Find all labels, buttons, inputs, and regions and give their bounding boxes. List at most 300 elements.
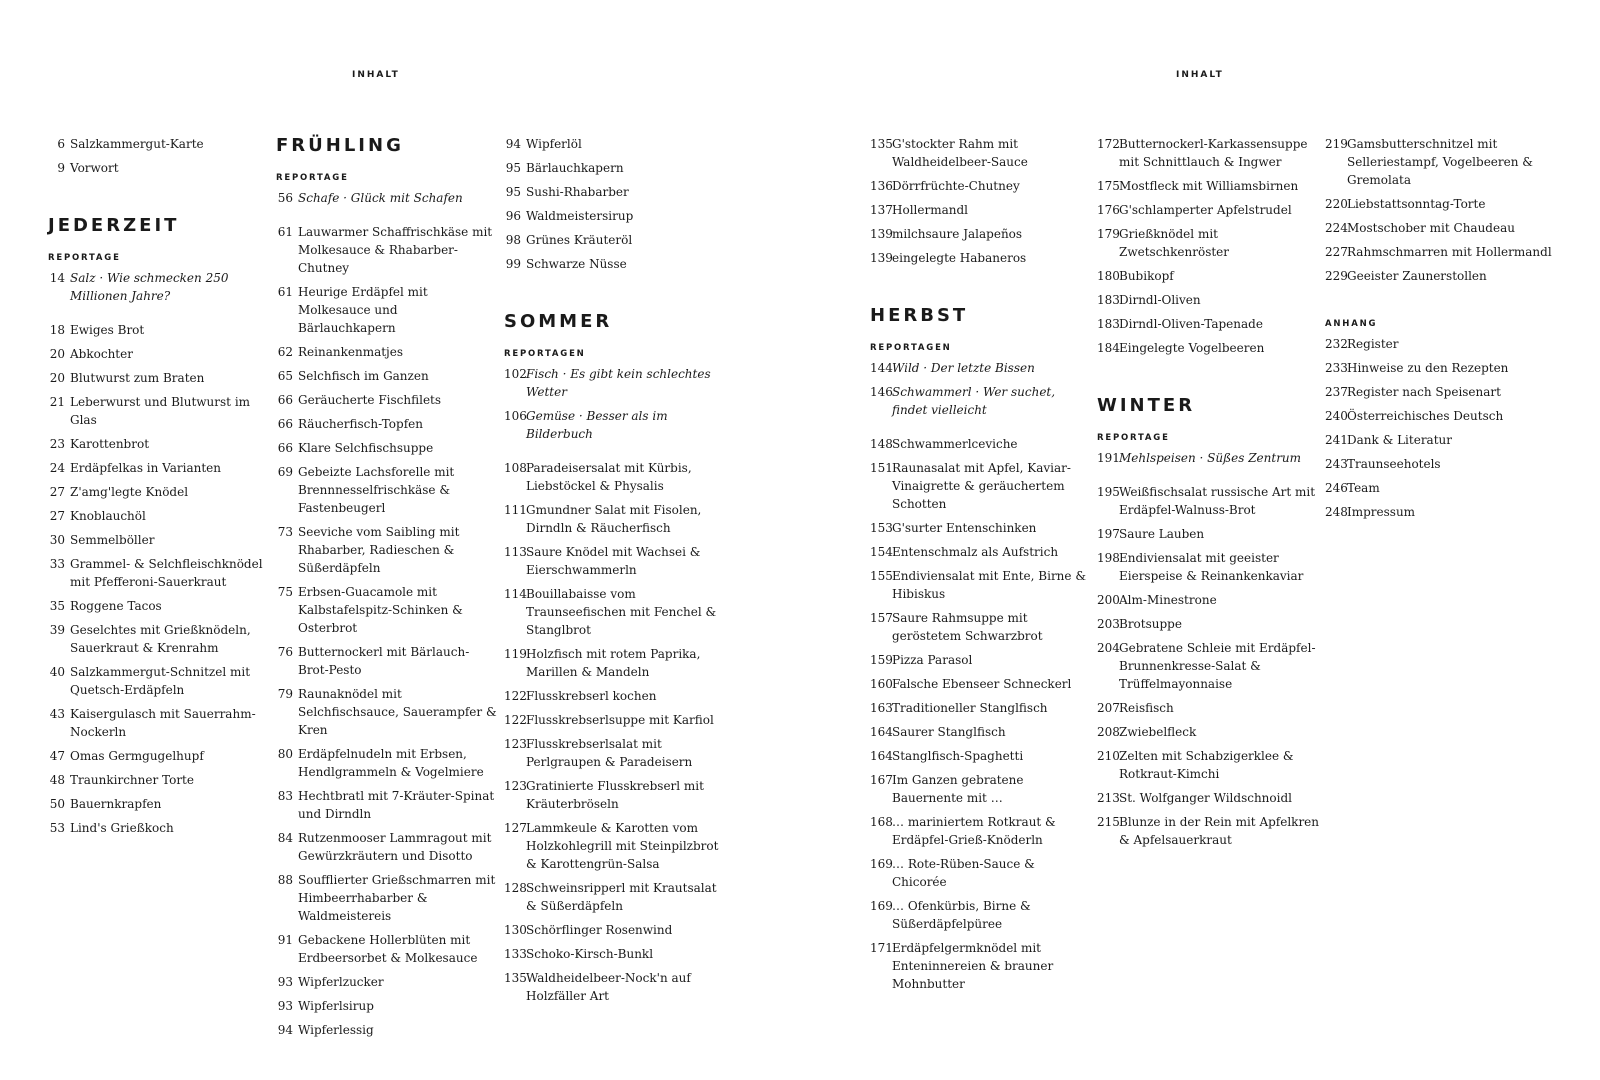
toc-entry <box>1325 335 1575 353</box>
toc-entry <box>504 945 726 963</box>
toc-entry <box>276 643 498 679</box>
page-number: 61 <box>277 285 293 299</box>
entry-title: St. Wolfganger Wildschnoidl <box>1119 791 1292 805</box>
toc-entry <box>504 543 726 579</box>
entry-title: Zelten mit Schabzigerklee & Rotkraut-Kimchi <box>1119 749 1294 781</box>
entry-title: Falsche Ebenseer Schneckerl <box>892 677 1072 691</box>
toc-entry <box>870 651 1092 669</box>
toc-entry <box>1325 359 1575 377</box>
toc-entry <box>504 255 726 273</box>
entry-title: Bubikopf <box>1119 269 1174 283</box>
entry-title: Register nach Speisenart <box>1347 385 1501 399</box>
toc-entry <box>504 777 726 813</box>
page-number: 66 <box>277 417 293 431</box>
entry-title: Klare Selchfischsuppe <box>298 441 434 455</box>
toc-entry <box>276 583 498 637</box>
recipe-list-top <box>1097 135 1319 357</box>
page-number: 119 <box>504 647 527 661</box>
entry-title: Lind's Grießkoch <box>70 821 174 835</box>
entry-title: Endiviensalat mit geeister Eierspeise & Reinankenkaviar <box>1119 551 1304 583</box>
page-number: 167 <box>870 773 893 787</box>
page-number: 179 <box>1097 227 1120 241</box>
toc-entry <box>1097 813 1319 849</box>
page-number: 207 <box>1097 701 1120 715</box>
page-number: 248 <box>1325 505 1348 519</box>
page-number: 18 <box>49 323 65 337</box>
page-number: 27 <box>49 485 65 499</box>
entry-title: Knoblauchöl <box>70 509 146 523</box>
page-number: 61 <box>277 225 293 239</box>
toc-entry <box>1097 483 1319 519</box>
entry-title: Register <box>1347 337 1399 351</box>
recipe-list <box>870 435 1092 993</box>
entry-title: Hinweise zu den Rezepten <box>1347 361 1509 375</box>
reportage-label: REPORTAGEN <box>870 343 952 353</box>
entry-title: Wipferlöl <box>526 137 582 151</box>
page-number: 6 <box>57 137 65 151</box>
recipe-list-top <box>504 135 726 273</box>
page-number: 114 <box>504 587 527 601</box>
page-number: 151 <box>870 461 893 475</box>
entry-title: Flusskrebserl kochen <box>526 689 657 703</box>
toc-entry <box>276 829 498 865</box>
toc-entry <box>870 771 1092 807</box>
page-number: 164 <box>870 749 893 763</box>
page-number: 94 <box>277 1023 293 1037</box>
toc-entry <box>870 747 1092 765</box>
page-number: 210 <box>1097 749 1120 763</box>
entry-title: Z'amg'legte Knödel <box>70 485 189 499</box>
toc-entry <box>48 459 270 477</box>
page-number: 229 <box>1325 269 1348 283</box>
toc-entry <box>870 435 1092 453</box>
page-number: 184 <box>1097 341 1120 355</box>
toc-entry <box>48 321 270 339</box>
toc-entry <box>1097 315 1319 333</box>
page-number: 73 <box>277 525 293 539</box>
toc-entry <box>48 771 270 789</box>
toc-entry <box>870 225 1092 243</box>
toc-entry <box>870 201 1092 219</box>
page-number: 108 <box>504 461 527 475</box>
section-title-herbst: HERBST <box>870 305 969 326</box>
toc-entry <box>48 663 270 699</box>
toc-entry <box>48 507 270 525</box>
page-number: 66 <box>277 441 293 455</box>
entry-title: Reinankenmatjes <box>298 345 404 359</box>
page-number: 191 <box>1097 451 1120 465</box>
entry-title: Traunseehotels <box>1347 457 1441 471</box>
reportage-entry <box>870 359 1092 377</box>
page-number: 135 <box>870 137 893 151</box>
entry-title: … Rote-Rüben-Sauce & Chicorée <box>892 857 1035 889</box>
toc-column-2 <box>276 135 498 1045</box>
toc-entry <box>48 483 270 501</box>
toc-column-4 <box>870 135 1092 999</box>
recipe-list <box>1097 483 1319 849</box>
toc-entry <box>48 555 270 591</box>
section-title-sommer: SOMMER <box>504 311 613 332</box>
toc-entry <box>1325 503 1575 521</box>
entry-title: Gmundner Salat mit Fisolen, Dirndln & Räucherfisch <box>526 503 702 535</box>
page-number: 180 <box>1097 269 1120 283</box>
entry-title: Österreichisches Deutsch <box>1347 409 1504 423</box>
toc-entry <box>870 897 1092 933</box>
reportage-list <box>48 269 270 305</box>
toc-entry <box>276 415 498 433</box>
toc-entry <box>1325 383 1575 401</box>
toc-entry <box>504 711 726 729</box>
page-number: 14 <box>49 271 65 285</box>
entry-title: Grünes Kräuteröl <box>526 233 633 247</box>
reportage-list <box>870 359 1092 419</box>
toc-entry <box>1097 201 1319 219</box>
page-number: 130 <box>504 923 527 937</box>
page-number: 128 <box>504 881 527 895</box>
page-number: 160 <box>870 677 893 691</box>
reportage-entry <box>276 189 498 207</box>
page-number: 195 <box>1097 485 1120 499</box>
entry-title: Lauwarmer Schaffrischkäse mit Molkesauce & Rhabarber-Chutney <box>298 225 493 275</box>
toc-entry <box>1097 723 1319 741</box>
entry-title: Schwammerlceviche <box>892 437 1018 451</box>
page-number: 30 <box>49 533 65 547</box>
toc-column-5 <box>1097 135 1319 855</box>
page-number: 183 <box>1097 293 1120 307</box>
entry-title: Reisfisch <box>1119 701 1174 715</box>
page-number: 50 <box>49 797 65 811</box>
page-number: 123 <box>504 779 527 793</box>
page-number: 62 <box>277 345 293 359</box>
reportage-list <box>504 365 726 443</box>
toc-entry <box>870 519 1092 537</box>
page-number: 148 <box>870 437 893 451</box>
page-number: 88 <box>277 873 293 887</box>
entry-title: Fisch · Es gibt kein schlechtes Wetter <box>526 367 711 399</box>
page-number: 93 <box>277 975 293 989</box>
page-number: 240 <box>1325 409 1348 423</box>
toc-entry <box>504 183 726 201</box>
page-number: 21 <box>49 395 65 409</box>
entry-title: Salzkammergut-Schnitzel mit Quetsch-Erdäpfeln <box>70 665 251 697</box>
entry-title: Geräucherte Fischfilets <box>298 393 442 407</box>
entry-title: Heurige Erdäpfel mit Molkesauce und Bärlauchkapern <box>298 285 428 335</box>
page-number: 208 <box>1097 725 1120 739</box>
toc-entry <box>276 787 498 823</box>
entry-title: Waldheidelbeer-Nock'n auf Holzfäller Art <box>526 971 691 1003</box>
page-number: 203 <box>1097 617 1120 631</box>
toc-column-6 <box>1325 135 1575 527</box>
entry-title: Gemüse · Besser als im Bilderbuch <box>526 409 668 441</box>
entry-title: Schwammerl · Wer suchet, findet vielleicht <box>892 385 1056 417</box>
entry-title: Flusskrebserlsalat mit Perlgraupen & Paradeisern <box>526 737 693 769</box>
entry-title: Alm-Minestrone <box>1119 593 1217 607</box>
page-number: 106 <box>504 409 527 423</box>
entry-title: Pizza Parasol <box>892 653 973 667</box>
entry-title: Holzfisch mit rotem Paprika, Marillen & Mandeln <box>526 647 701 679</box>
page-number: 113 <box>504 545 527 559</box>
toc-entry <box>48 621 270 657</box>
page-number: 95 <box>505 185 521 199</box>
toc-entry <box>870 609 1092 645</box>
page-number: 163 <box>870 701 893 715</box>
recipe-list-top <box>1325 135 1575 285</box>
page-number: 122 <box>504 713 527 727</box>
entry-title: Gebackene Hollerblüten mit Erdbeersorbet & Molkesauce <box>298 933 478 965</box>
entry-title: Rutzenmooser Lammragout mit Gewürzkräutern und Disotto <box>298 831 492 863</box>
entry-title: … mariniertem Rotkraut & Erdäpfel-Grieß-Knöderln <box>892 815 1056 847</box>
entry-title: Geselchtes mit Grießknödeln, Sauerkraut & Krenrahm <box>70 623 251 655</box>
toc-entry <box>870 459 1092 513</box>
page-number: 47 <box>49 749 65 763</box>
toc-entry <box>276 439 498 457</box>
page-number: 154 <box>870 545 893 559</box>
toc-entry <box>1325 479 1575 497</box>
entry-title: Erdäpfelnudeln mit Erbsen, Hendlgrammeln & Vogelmiere <box>298 747 484 779</box>
intro-list <box>48 135 270 177</box>
entry-title: Schörflinger Rosenwind <box>526 923 673 937</box>
page-number: 176 <box>1097 203 1120 217</box>
toc-entry <box>1097 135 1319 171</box>
entry-title: Traunkirchner Torte <box>70 773 194 787</box>
page-number: 53 <box>49 821 65 835</box>
toc-entry <box>276 283 498 337</box>
entry-title: Zwiebelfleck <box>1119 725 1197 739</box>
entry-title: Dank & Literatur <box>1347 433 1452 447</box>
entry-title: Saure Knödel mit Wachsei & Eierschwammerln <box>526 545 701 577</box>
toc-entry <box>870 855 1092 891</box>
entry-title: Impressum <box>1347 505 1416 519</box>
entry-title: Grammel- & Selchfleischknödel mit Pfefferoni-Sauerkraut <box>70 557 263 589</box>
entry-title: Seeviche vom Saibling mit Rhabarber, Radieschen & Süßerdäpfeln <box>298 525 460 575</box>
anhang-label: ANHANG <box>1325 319 1378 329</box>
page-number: 20 <box>49 347 65 361</box>
reportage-entry <box>504 365 726 401</box>
toc-entry <box>48 795 270 813</box>
entry-title: Grießknödel mit Zwetschkenröster <box>1119 227 1230 259</box>
page-number: 146 <box>870 385 893 399</box>
page-number: 169 <box>870 857 893 871</box>
entry-title: Erdäpfelkas in Varianten <box>70 461 222 475</box>
toc-entry <box>1325 431 1575 449</box>
entry-title: Paradeisersalat mit Kürbis, Liebstöckel & Physalis <box>526 461 692 493</box>
toc-entry <box>276 685 498 739</box>
entry-title: Brotsuppe <box>1119 617 1182 631</box>
toc-entry <box>276 463 498 517</box>
entry-title: eingelegte Habaneros <box>892 251 1027 265</box>
entry-title: milchsaure Jalapeños <box>892 227 1023 241</box>
toc-entry <box>48 705 270 741</box>
page-number: 215 <box>1097 815 1120 829</box>
entry-title: Weißfischsalat russische Art mit Erdäpfel-Walnuss-Brot <box>1119 485 1316 517</box>
toc-entry <box>870 567 1092 603</box>
page-number: 24 <box>49 461 65 475</box>
entry-title: Salzkammergut-Karte <box>70 137 204 151</box>
page-number: 48 <box>49 773 65 787</box>
entry-title: Gebeizte Lachsforelle mit Brennnesselfrischkäse & Fastenbeugerl <box>298 465 455 515</box>
entry-title: Stanglfisch-Spaghetti <box>892 749 1024 763</box>
toc-entry <box>504 645 726 681</box>
entry-title: Roggene Tacos <box>70 599 162 613</box>
page-number: 9 <box>57 161 65 175</box>
page-number: 80 <box>277 747 293 761</box>
page-number: 220 <box>1325 197 1348 211</box>
page-number: 76 <box>277 645 293 659</box>
toc-column-1 <box>48 135 270 843</box>
toc-entry <box>504 687 726 705</box>
entry-title: Blunze in der Rein mit Apfelkren & Apfelsauerkraut <box>1119 815 1320 847</box>
page-number: 243 <box>1325 457 1348 471</box>
toc-entry <box>1097 699 1319 717</box>
toc-entry <box>870 177 1092 195</box>
entry-title: Karottenbrot <box>70 437 150 451</box>
entry-title: Gebratene Schleie mit Erdäpfel-Brunnenkresse-Salat & Trüffelmayonnaise <box>1119 641 1316 691</box>
entry-title: Butternockerl mit Bärlauch-Brot-Pesto <box>298 645 470 677</box>
page-number: 157 <box>870 611 893 625</box>
entry-title: Butternockerl-Karkassensuppe mit Schnittlauch & Ingwer <box>1119 137 1308 169</box>
toc-entry <box>504 879 726 915</box>
toc-entry <box>276 997 498 1015</box>
entry-title: Flusskrebserlsuppe mit Karfiol <box>526 713 714 727</box>
toc-column-3 <box>504 135 726 1011</box>
entry-title: Hollermandl <box>892 203 968 217</box>
right-page-header: INHALT <box>1176 70 1224 80</box>
entry-title: Geeister Zaunerstollen <box>1347 269 1487 283</box>
reportage-label: REPORTAGE <box>48 253 121 263</box>
entry-title: Saure Rahmsuppe mit geröstetem Schwarzbrot <box>892 611 1043 643</box>
page-number: 233 <box>1325 361 1348 375</box>
toc-entry <box>1097 225 1319 261</box>
toc-entry <box>1325 243 1575 261</box>
entry-title: Team <box>1347 481 1380 495</box>
entry-title: Bärlauchkapern <box>526 161 624 175</box>
reportage-entry <box>504 407 726 443</box>
page-number: 159 <box>870 653 893 667</box>
section-title-jederzeit: JEDERZEIT <box>48 215 180 236</box>
page-number: 219 <box>1325 137 1348 151</box>
entry-title: Gratinierte Flusskrebserl mit Kräuterbröseln <box>526 779 704 811</box>
toc-entry <box>1325 219 1575 237</box>
entry-title: Abkochter <box>70 347 133 361</box>
page-number: 83 <box>277 789 293 803</box>
reportage-list <box>1097 449 1319 467</box>
toc-entry <box>870 813 1092 849</box>
entry-title: Schafe · Glück mit Schafen <box>298 191 463 205</box>
reportage-entry <box>1097 449 1319 467</box>
reportage-entry <box>870 383 1092 419</box>
entry-title: Eingelegte Vogelbeeren <box>1119 341 1265 355</box>
recipe-list <box>276 223 498 1039</box>
page-number: 155 <box>870 569 893 583</box>
reportage-list <box>276 189 498 207</box>
toc-entry <box>504 921 726 939</box>
toc-entry <box>1097 789 1319 807</box>
toc-entry <box>276 523 498 577</box>
toc-entry <box>504 969 726 1005</box>
entry-title: Hechtbratl mit 7-Kräuter-Spinat und Dirndln <box>298 789 495 821</box>
page-number: 98 <box>505 233 521 247</box>
toc-entry <box>48 435 270 453</box>
toc-entry <box>276 973 498 991</box>
toc-entry <box>1097 639 1319 693</box>
page-number: 93 <box>277 999 293 1013</box>
entry-title: … Ofenkürbis, Birne & Süßerdäpfelpüree <box>892 899 1031 931</box>
entry-title: Im Ganzen gebratene Bauernente mit … <box>892 773 1024 805</box>
entry-title: Dirndl-Oliven-Tapenade <box>1119 317 1263 331</box>
toc-entry <box>48 393 270 429</box>
page-number: 27 <box>49 509 65 523</box>
toc-entry <box>1097 177 1319 195</box>
section-title-fruehling: FRÜHLING <box>276 135 404 156</box>
entry-title: Soufflierter Grießschmarren mit Himbeerrhabarber & Waldmeistereis <box>298 873 496 923</box>
entry-title: Blutwurst zum Braten <box>70 371 205 385</box>
toc-entry <box>276 367 498 385</box>
entry-title: Wipferlsirup <box>298 999 374 1013</box>
page-number: 84 <box>277 831 293 845</box>
page-number: 65 <box>277 369 293 383</box>
page-number: 122 <box>504 689 527 703</box>
page-number: 111 <box>504 503 527 517</box>
entry-title: Sushi-Rhabarber <box>526 185 629 199</box>
page-number: 213 <box>1097 791 1120 805</box>
toc-entry <box>1097 525 1319 543</box>
recipe-list-top <box>870 135 1092 267</box>
entry-title: Räucherfisch-Topfen <box>298 417 423 431</box>
entry-title: Wild · Der letzte Bissen <box>892 361 1035 375</box>
toc-entry <box>504 585 726 639</box>
left-page-header: INHALT <box>352 70 400 80</box>
entry-title: Rahmschmarren mit Hollermandl <box>1347 245 1552 259</box>
entry-title: Schweinsripperl mit Krautsalat & Süßerdäpfeln <box>526 881 717 913</box>
page-number: 39 <box>49 623 65 637</box>
entry-title: Traditioneller Stanglfisch <box>892 701 1048 715</box>
toc-entry <box>48 159 270 177</box>
reportage-label: REPORTAGE <box>1097 433 1170 443</box>
entry-title: Wipferlessig <box>298 1023 374 1037</box>
entry-title: Entenschmalz als Aufstrich <box>892 545 1059 559</box>
page-number: 198 <box>1097 551 1120 565</box>
entry-title: Bouillabaisse vom Traunseefischen mit Fenchel & Stanglbrot <box>526 587 717 637</box>
page-number: 153 <box>870 521 893 535</box>
toc-entry <box>1325 267 1575 285</box>
toc-entry <box>276 223 498 277</box>
toc-entry <box>1325 195 1575 213</box>
page-number: 102 <box>504 367 527 381</box>
toc-entry <box>870 249 1092 267</box>
entry-title: Omas Germgugelhupf <box>70 749 204 763</box>
page-number: 171 <box>870 941 893 955</box>
entry-title: Saure Lauben <box>1119 527 1205 541</box>
toc-entry <box>48 597 270 615</box>
page-number: 172 <box>1097 137 1120 151</box>
page-number: 175 <box>1097 179 1120 193</box>
entry-title: Mehlspeisen · Süßes Zentrum <box>1119 451 1302 465</box>
page-number: 135 <box>504 971 527 985</box>
reportage-label: REPORTAGE <box>276 173 349 183</box>
toc-entry <box>1097 291 1319 309</box>
page-number: 79 <box>277 687 293 701</box>
toc-entry <box>48 369 270 387</box>
entry-title: Semmelböller <box>70 533 155 547</box>
entry-title: Gamsbutterschnitzel mit Selleriestampf, Vogelbeeren & Gremolata <box>1347 137 1533 187</box>
page-number: 169 <box>870 899 893 913</box>
entry-title: G'stockter Rahm mit Waldheidelbeer-Sauce <box>892 137 1028 169</box>
toc-entry <box>48 345 270 363</box>
entry-title: Raunasalat mit Apfel, Kaviar-Vinaigrette & geräuchertem Schotten <box>892 461 1071 511</box>
page-number: 20 <box>49 371 65 385</box>
entry-title: G'surter Entenschinken <box>892 521 1037 535</box>
page-number: 237 <box>1325 385 1348 399</box>
